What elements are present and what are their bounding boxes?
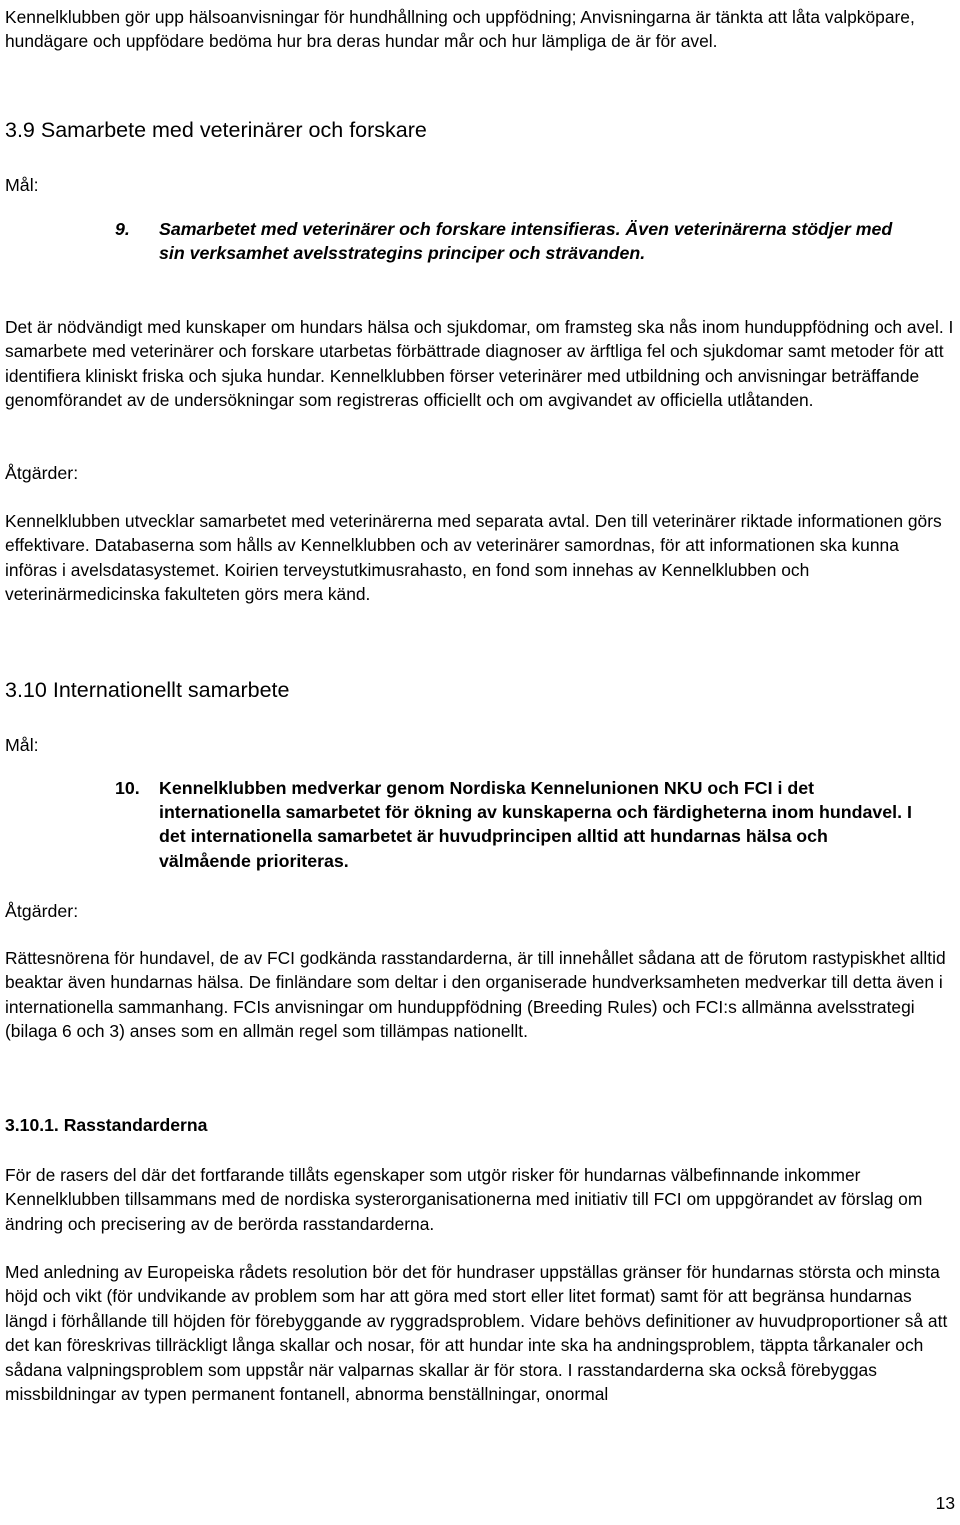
section-3-9-actions-label: Åtgärder: [5, 463, 79, 483]
section-3-10-actions-text: Rättesnörena för hundavel, de av FCI godkända rasstandarderna, är till innehållet sådana att de förutom rastypiskhet alltid beaktar även hundarnas hälsa. De finländare som deltar i den organiserade hundverksamheten medverkar till detta även i internationella sammanhang. FCIs anvisningar om hunduppfödning (Breeding Rules) och FCI:s allmänna avelsstrategi (bilaga 6 och 3) anses som en allmän regel som tillämpas nationellt. [5, 948, 946, 1042]
section-3-9-actions-text: Kennelklubben utvecklar samarbetet med veterinärerna med separata avtal. Den till veterinärer riktade informationen görs effektivare. Databaserna som hålls av Kennelklubben och av veterinärer samordnas, för att informationen ska kunna införas i avelsdatasystemet. Koirien terveystutkimusrahasto, en fond som innehas av Kennelklubben och veterinärmedicinska fakulteten görs mera känd. [5, 511, 942, 605]
section-3-9-goal-label: Mål: [5, 175, 39, 195]
section-3-10-number: 3.10 [5, 678, 47, 702]
section-3-10-1-heading: 3.10.1. Rasstandarderna [5, 1115, 208, 1135]
section-3-9-goal-number: 9. [115, 219, 130, 239]
section-3-9-title: Samarbete med veterinärer och forskare [40, 118, 427, 142]
section-3-10-1-paragraph-1: För de rasers del där det fortfarande tillåts egenskaper som utgör risker för hundarnas välbefinnande inkommer Kennelklubben tillsammans med de nordiska systerorganisationerna med initiativ till FCI om uppgörandet av förslag om ändring och precisering av de berörda rasstandarderna. [5, 1165, 923, 1234]
section-3-9-goal [115, 217, 915, 265]
section-3-10-goal-text: Kennelklubben medverkar genom Nordiska Kennelunionen NKU och FCI i det internationella samarbetet för ökning av kunskaperna och färdigheterna inom hundavel. I det internationella samarbetet är huvudprincipen alltid att hundarnas hälsa och välmående prioriteras. [159, 778, 912, 871]
section-3-9-goal-text: Samarbetet med veterinärer och forskare intensifieras. Även veterinärerna stödjer med sin verksamhet avelsstrategins principer och strävanden. [159, 219, 893, 264]
intro-paragraph: Kennelklubben gör upp hälsoanvisningar för hundhållning och uppfödning; Anvisningarna är tänkta att låta valpköpare, hundägare och uppfödare bedöma hur bra deras hundar mår och hur lämpliga de är för avel. [5, 7, 915, 52]
section-3-9-number: 3.9 [5, 118, 35, 142]
section-3-9-body: Det är nödvändigt med kunskaper om hundars hälsa och sjukdomar, om framsteg ska nås inom hunduppfödning och avel. I samarbete med veterinärer och forskare utarbetas förbättrade diagnoser av ärftliga fel och sjukdomar samt metoder för att identifiera kliniskt friska och sjuka hundar. Kennelklubben förser veterinärer med utbildning och anvisningar beträffande genomförandet av de undersökningar som registreras officiellt och om avgivandet av officiella utlåtanden. [5, 317, 954, 411]
section-3-10-1-paragraph-2: Med anledning av Europeiska rådets resolution bör det för hundraser uppställas gränser för hundarnas största och minsta höjd och vikt (för undvikande av problem som har att göra med stort eller litet format) samt för att begränsa hundarnas längd i förhållande till höjden för förebyggande av ryggradsproblem. Vidare behövs definitioner av huvudproportioner så att det kan föreskrivas tillräckligt långa skallar och nosar, för att hundar inte ska ha andningsproblem, täppta tårkanaler och sådana valpningsproblem som uppstår när valparnas skallar är för stora. I rasstandarderna ska också förebyggas missbildningar av typen permanent fontanell, abnorma benställningar, onormal [5, 1262, 948, 1405]
section-3-10-goal-number: 10. [115, 778, 140, 798]
section-3-9-heading [5, 117, 955, 143]
section-3-10-goal-label: Mål: [5, 735, 39, 755]
section-3-10-actions-label: Åtgärder: [5, 901, 79, 921]
section-3-10-goal [115, 776, 915, 873]
section-3-10-title: Internationellt samarbete [52, 678, 290, 702]
page-number: 13 [935, 1493, 955, 1513]
section-3-10-heading [5, 677, 955, 703]
